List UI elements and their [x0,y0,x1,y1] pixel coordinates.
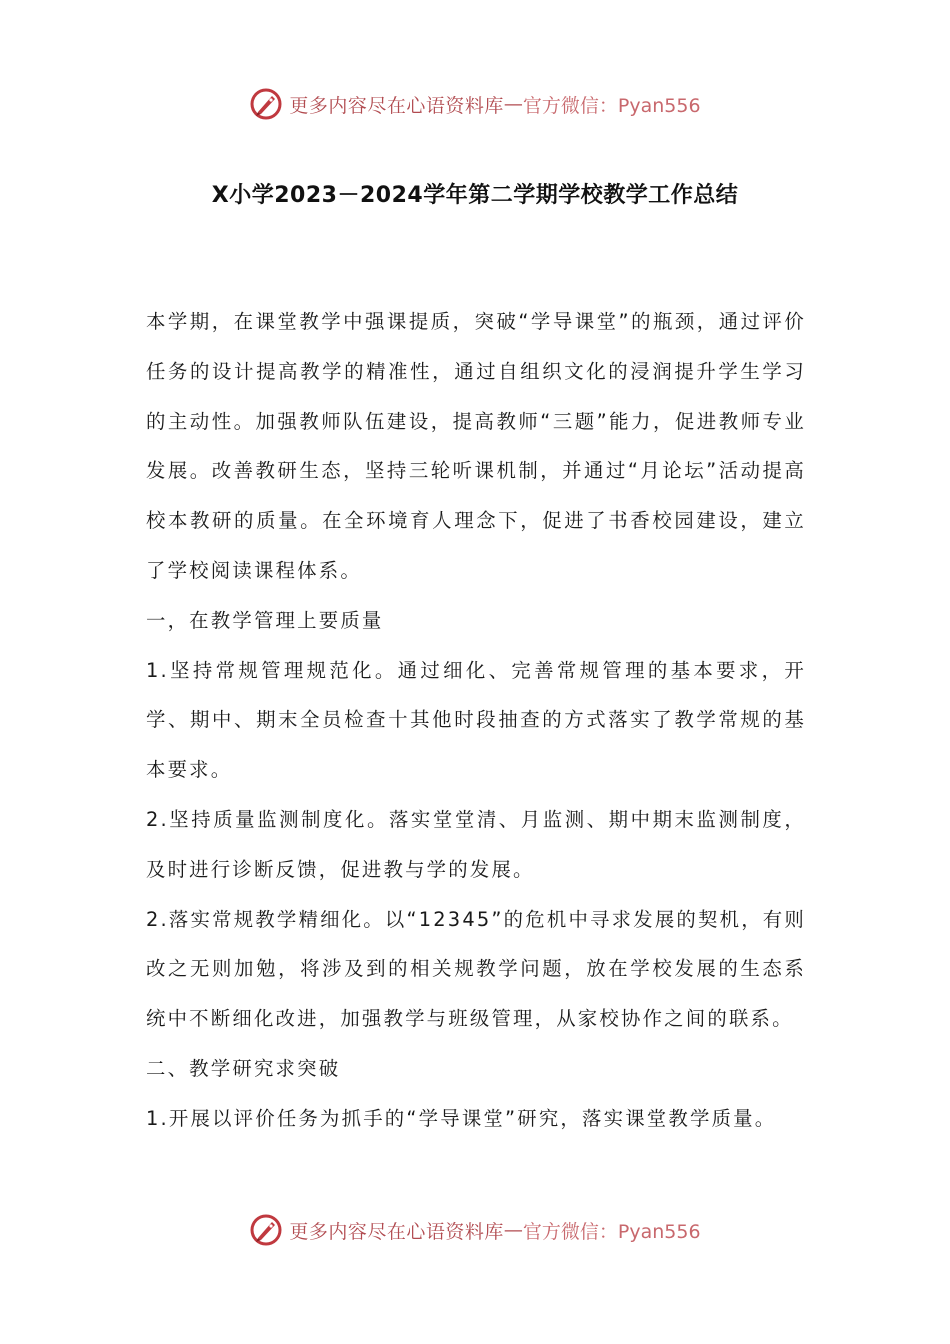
banner-main-text: 更多内容尽在心语资料库 [289,94,504,117]
banner-wechat-text: 官方微信：Pyan556 [522,1220,701,1243]
section-heading-1: 一，在教学管理上要质量 [146,608,384,632]
paragraph-1-2: 2.坚持质量监测制度化。落实堂堂清、月监测、期中期末监测制度，及时进行诊断反馈，促进教与学的发展。 [146,807,806,881]
pen-nib-logo-icon [249,1213,283,1247]
pen-nib-logo-icon [249,87,283,121]
banner-main-text: 更多内容尽在心语资料库 [289,1220,504,1243]
document-body [146,297,806,1144]
banner-separator: — [503,1219,523,1241]
banner-wechat-text: 官方微信：Pyan556 [522,94,701,117]
header-watermark-banner [0,84,950,124]
footer-watermark-banner [0,1210,950,1250]
paragraph-1-3: 2.落实常规教学精细化。以“12345”的危机中寻求发展的契机，有则改之无则加勉，将涉及到的相关规教学问题，放在学校发展的生态系统中不断细化改进，加强教学与班级管理，从家校协作之间的联系。 [146,907,806,1031]
paragraph-2-1: 1.开展以评价任务为抓手的“学导课堂”研究，落实课堂教学质量。 [146,1106,777,1130]
paragraph-intro: 本学期，在课堂教学中强课提质，突破“学导课堂”的瓶颈，通过评价任务的设计提高教学的精准性，通过自组织文化的浸润提升学生学习的主动性。加强教师队伍建设，提高教师“三题”能力，促进教师专业发展。改善教研生态，坚持三轮听课机制，并通过“月论坛”活动提高校本教研的质量。在全环境育人理念下，促进了书香校园建设，建立了学校阅读课程体系。 [146,310,806,582]
banner-separator: — [503,93,523,115]
paragraph-1-1: 1.坚持常规管理规范化。通过细化、完善常规管理的基本要求，开学、期中、期末全员检查十其他时段抽查的方式落实了教学常规的基本要求。 [146,658,806,782]
section-heading-2: 二、教学研究求突破 [146,1056,341,1080]
document-title: X小学2023－2024学年第二学期学校教学工作总结 [211,183,739,208]
